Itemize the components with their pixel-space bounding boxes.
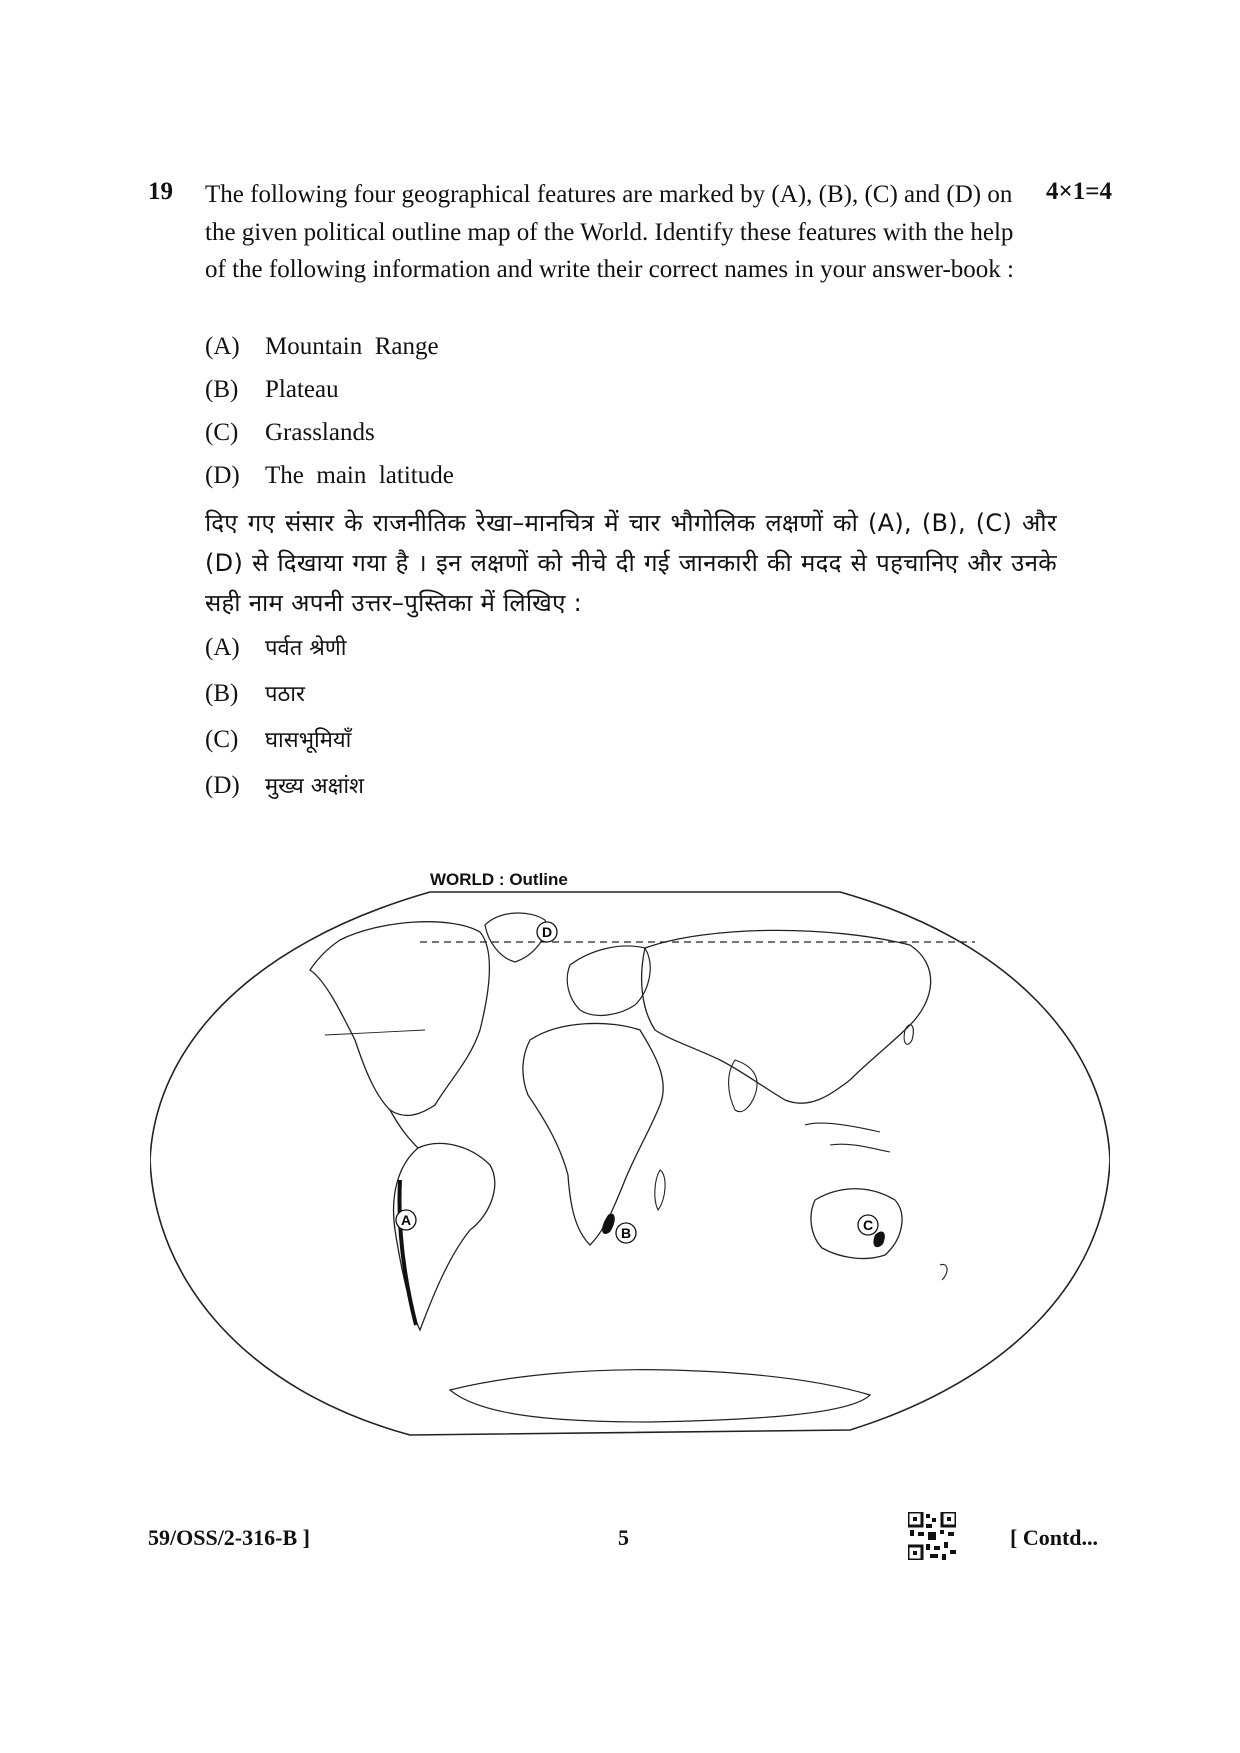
- madagascar: [655, 1170, 665, 1210]
- option-label: (C): [205, 419, 239, 446]
- marker-a-label: A: [400, 1212, 412, 1228]
- options-hindi: [205, 625, 364, 809]
- option-label: (D): [205, 462, 240, 489]
- marker-b-label: B: [620, 1225, 632, 1241]
- option-text: Grasslands: [265, 419, 375, 446]
- marker-d: [537, 922, 557, 942]
- option-hindi-b: [205, 671, 364, 717]
- option-english-c: [205, 411, 454, 454]
- japan: [904, 1025, 913, 1045]
- new-zealand: [940, 1264, 947, 1280]
- drakensberg-plateau: [602, 1214, 615, 1234]
- option-label: (D): [205, 772, 240, 799]
- world-outline-map: [150, 870, 1110, 1460]
- option-label: (B): [205, 376, 239, 403]
- us-canada-border: [325, 1030, 425, 1035]
- option-english-d: [205, 454, 454, 497]
- map-title: WORLD : Outline: [430, 870, 568, 889]
- map-graphic: [150, 870, 1110, 1460]
- option-text: पर्वत श्रेणी: [265, 636, 347, 661]
- marker-a: [396, 1210, 416, 1230]
- qr-code-icon: [908, 1512, 956, 1560]
- map-frame: [150, 892, 1110, 1435]
- option-text: Plateau: [265, 376, 339, 403]
- andes-range: [400, 1180, 416, 1325]
- africa: [523, 1023, 663, 1245]
- option-text: Mountain Range: [265, 333, 439, 360]
- question-marks: 4×1=4: [1046, 178, 1112, 205]
- option-label: (A): [205, 333, 240, 360]
- marker-c: [858, 1215, 878, 1235]
- option-hindi-c: [205, 717, 364, 763]
- paper-code: 59/OSS/2-316-B ]: [148, 1525, 310, 1550]
- option-text: The main latitude: [265, 462, 454, 489]
- option-text: पठार: [265, 682, 305, 707]
- option-text: मुख्य अक्षांश: [265, 774, 365, 799]
- option-english-a: [205, 325, 454, 368]
- antarctica: [450, 1370, 870, 1422]
- option-label: (A): [205, 634, 240, 661]
- option-hindi-d: [205, 763, 364, 809]
- question-number: 19: [148, 178, 173, 205]
- continued-marker: [ Contd...: [1010, 1525, 1099, 1550]
- southeast-asia-islands: [805, 1123, 890, 1152]
- option-label: (C): [205, 726, 239, 753]
- question-text-english: The following four geographical features are marked by (A), (B), (C) and (D) on the given political outline map of the World. Identify these features with the help of the following information and write their correct names in your answer-book :: [205, 181, 1014, 283]
- option-hindi-a: [205, 625, 364, 671]
- marker-c-label: C: [862, 1217, 874, 1233]
- downs-grasslands: [873, 1232, 884, 1248]
- australia: [811, 1189, 902, 1259]
- europe: [567, 946, 650, 1015]
- question-text-hindi: दिए गए संसार के राजनीतिक रेखा–मानचित्र में चार भौगोलिक लक्षणों को (A), (B), (C) और (D) से दिखाया गया है । इन लक्षणों को नीचे दी गई जानकारी की मदद से पहचानिए और उनके सही नाम अपनी उत्तर–पुस्तिका में लिखिए :: [205, 509, 1057, 617]
- option-english-b: [205, 368, 454, 411]
- options-english: [205, 325, 454, 497]
- greenland: [485, 913, 546, 962]
- option-text: घासभूमियाँ: [265, 728, 352, 753]
- option-label: (B): [205, 680, 239, 707]
- asia: [642, 930, 931, 1103]
- marker-d-label: D: [541, 924, 553, 940]
- page-number: 5: [618, 1525, 629, 1550]
- marker-b: [616, 1223, 636, 1243]
- north-america: [310, 922, 489, 1116]
